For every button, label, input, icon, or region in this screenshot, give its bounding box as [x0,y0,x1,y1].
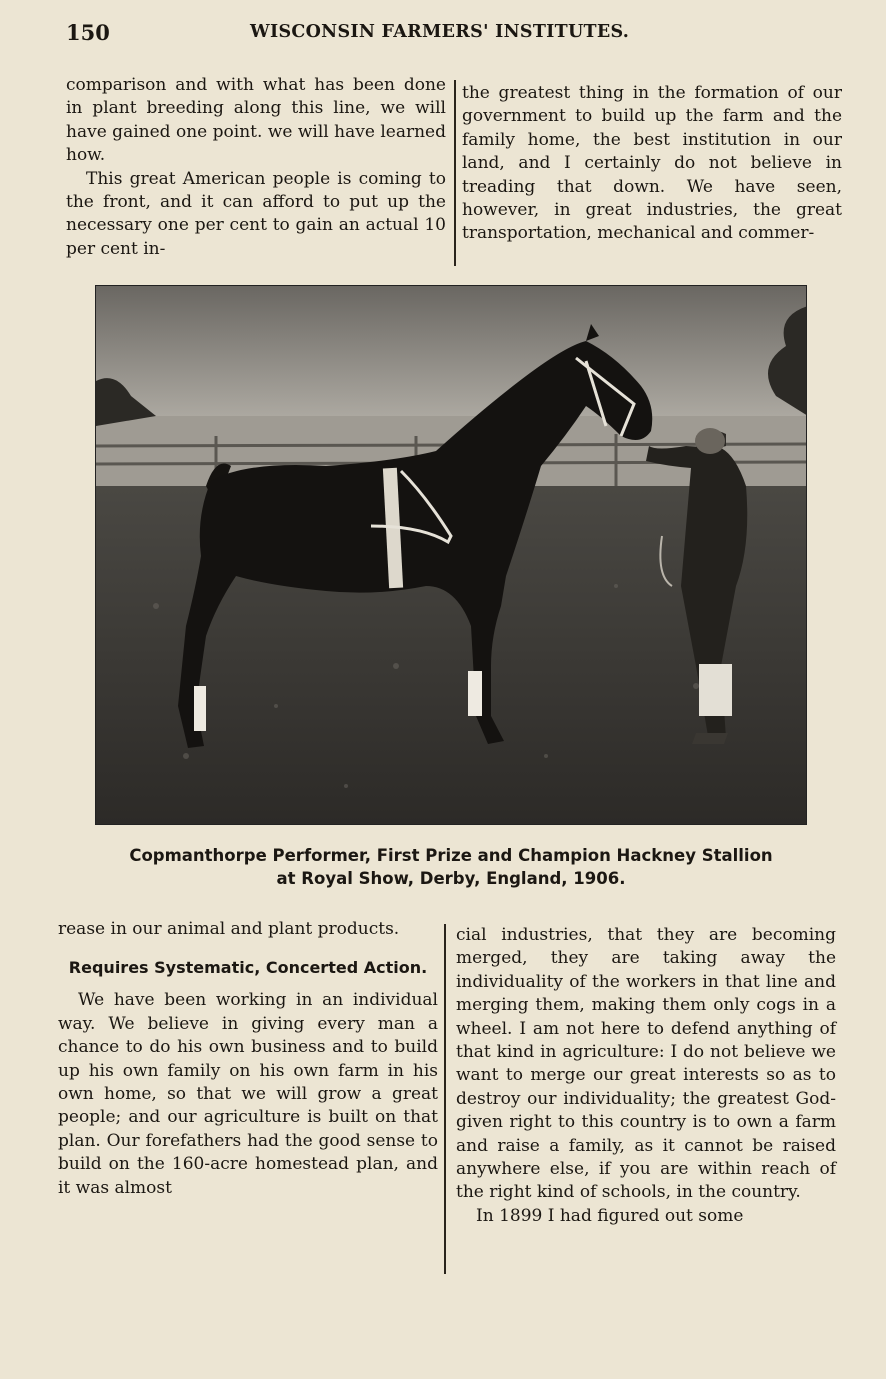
top-left-column [66,74,446,261]
section-subheading: Requires Systematic, Concerted Action. [68,958,428,978]
paragraph: comparison and with what has been done in plant breeding along this line, we will have gained one point. we will have learned how. [66,75,446,166]
bottom-right-column [456,924,836,1228]
figure-caption [66,844,836,890]
horse-photograph [95,285,807,825]
paragraph: the greatest thing in the formation of our government to build up the farm and the family home, the best institution in our land, and I certainly do not believe in treading that down. We have seen, however, in great industries, the great transportation, mechanical and commer- [462,83,842,244]
running-head: WISCONSIN FARMERS' INSTITUTES. [250,22,630,42]
paragraph: cial industries, that they are becoming merged, they are taking away the individuality of the workers in that line and merging them, making them only cogs in a wheel. I am not here to defend anything of that kind in agriculture: I do not believe we want to merge our great interests so as to destroy our individuality; the greatest God-given right to this country is to own a farm and raise a family, as it cannot be raised anywhere else, if you are within reach of the right kind of schools, in the country. [456,925,836,1203]
paragraph: rease in our animal and plant products. [58,919,400,939]
column-divider [454,80,456,266]
caption-line: at Royal Show, Derby, England, 1906. [276,869,626,888]
column-divider [444,924,446,1274]
horse-photo-illustration [96,286,807,825]
paragraph: This great American people is coming to the front, and it can afford to put up the necessary one per cent to gain an actual 10 per cent in- [66,168,446,259]
page-number: 150 [66,20,110,45]
paragraph: We have been working in an individual way. We believe in giving every man a chance to do his own business and to build up his own family on his own farm in his own home, so that we will grow a great people; and our agriculture is built on that plan. Our forefathers had the good sense to build on the 160-acre homestead plan, and it was almost [58,990,438,1198]
caption-line: Copmanthorpe Performer, First Prize and Champion Hackney Stallion [129,846,773,865]
paragraph: In 1899 I had figured out some [476,1205,744,1226]
top-right-column [462,82,842,246]
bottom-left-column [58,918,438,1200]
